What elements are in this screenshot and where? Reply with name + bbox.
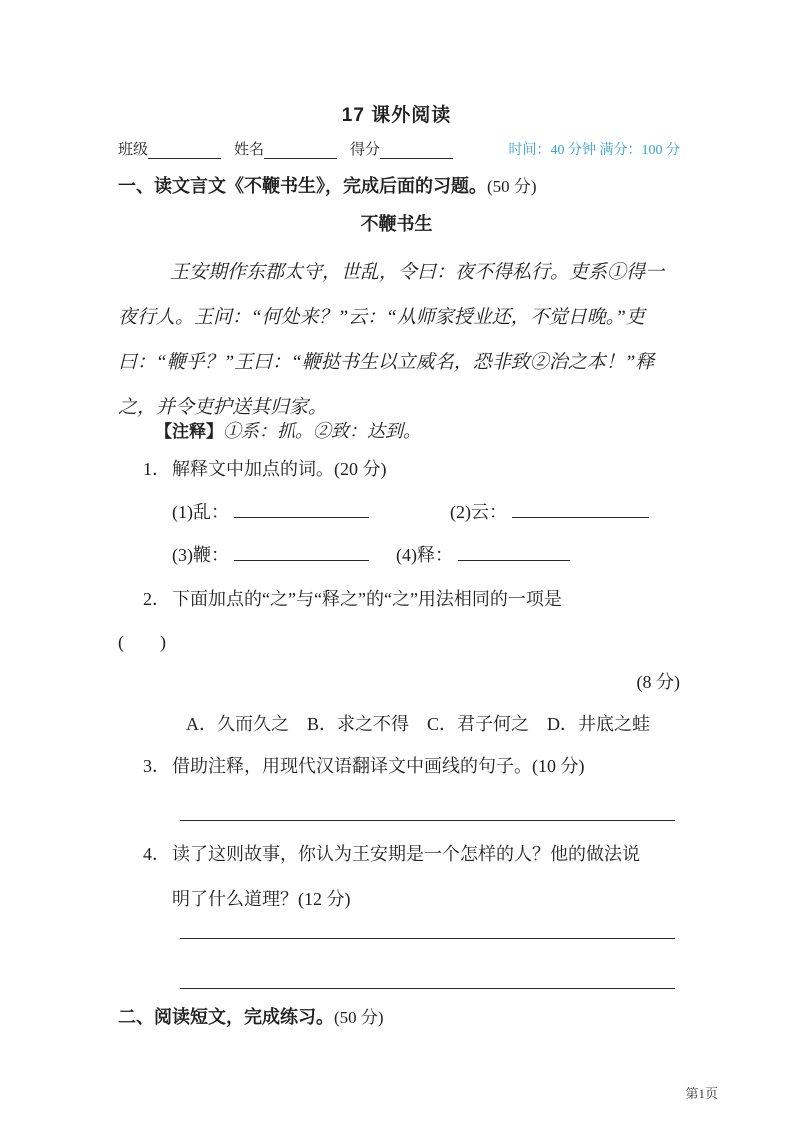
q1-item-4-label: (4)释： <box>396 545 453 565</box>
class-field <box>118 138 221 159</box>
score-label: 得分 <box>350 142 381 158</box>
question-3 <box>143 752 585 778</box>
name-field <box>234 138 337 159</box>
q2-answer-parentheses[interactable]: ( ) <box>118 632 166 652</box>
name-blank[interactable] <box>264 143 337 159</box>
q1-item-3 <box>172 541 369 567</box>
section1-heading <box>118 172 537 198</box>
answer-blank[interactable] <box>458 545 570 561</box>
question-3-number: 3． <box>143 756 170 776</box>
question-2 <box>143 585 562 611</box>
question-1-text: 解释文中加点的词。(20 分) <box>172 459 387 479</box>
passage-line: 夜行人。王问：“何处来？”云：“从师家授业还，不觉日晚。”吏 <box>118 307 645 328</box>
question-2-number: 2． <box>143 589 170 609</box>
notes-label: 【注释】 <box>155 422 223 441</box>
q1-item-2 <box>450 498 649 524</box>
section1-score: (50 分) <box>487 177 537 196</box>
header-info-row <box>118 138 680 159</box>
answer-blank[interactable] <box>512 502 649 518</box>
answer-blank[interactable] <box>234 502 369 518</box>
page-title: 17 课外阅读 <box>341 105 452 126</box>
answer-line[interactable] <box>180 964 675 989</box>
question-4 <box>143 840 640 866</box>
section2-score: (50 分) <box>334 1008 384 1027</box>
q1-item-1-label: (1)乱： <box>172 502 229 522</box>
q1-item-3-label: (3)鞭： <box>172 545 229 565</box>
name-label: 姓名 <box>234 142 265 158</box>
question-1-number: 1． <box>143 459 170 479</box>
question-3-text: 借助注释，用现代汉语翻译文中画线的句子。(10 分) <box>172 756 585 776</box>
passage-line: 王安期作东郡太守，世乱，令曰：夜不得私行。吏系①得一 <box>170 262 665 283</box>
class-blank[interactable] <box>148 143 221 159</box>
passage-notes <box>155 417 421 443</box>
question-4-text-line1: 读了这则故事，你认为王安期是一个怎样的人？他的做法说 <box>172 844 640 864</box>
passage-line: 之，并令吏护送其归家。 <box>118 397 328 418</box>
notes-text: ①系：抓。②致：达到。 <box>223 421 421 441</box>
passage-line: 曰：“鞭乎？”王曰：“鞭挞书生以立威名，恐非致②治之本！”释 <box>118 352 655 373</box>
question-4-number: 4． <box>143 844 170 864</box>
question-2-text: 下面加点的“之”与“释之”的“之”用法相同的一项是 <box>172 589 562 609</box>
score-blank[interactable] <box>380 143 453 159</box>
answer-blank[interactable] <box>234 545 369 561</box>
section2-heading <box>118 1003 384 1029</box>
q2-score: (8 分) <box>636 672 680 692</box>
q1-item-2-label: (2)云： <box>450 502 507 522</box>
q1-item-1 <box>172 498 369 524</box>
time-and-total-score: 时间：40 分钟 满分：100 分 <box>508 143 680 158</box>
q2-options: A．久而久之 B．求之不得 C．君子何之 D．井底之蛙 <box>186 714 651 734</box>
answer-line[interactable] <box>180 796 675 821</box>
answer-line[interactable] <box>180 914 675 939</box>
section2-heading-text: 二、阅读短文，完成练习。 <box>118 1007 334 1027</box>
class-label: 班级 <box>118 142 149 158</box>
section1-heading-text: 一、读文言文《不鞭书生》，完成后面的习题。 <box>118 176 487 196</box>
question-4-text-line2: 明了什么道理？(12 分) <box>172 889 351 909</box>
page-number: 第1页 <box>685 1086 718 1101</box>
passage-title: 不鞭书生 <box>360 214 433 234</box>
q1-item-4 <box>396 541 570 567</box>
score-field <box>350 138 453 159</box>
question-1 <box>143 455 387 481</box>
passage-body <box>118 250 686 430</box>
